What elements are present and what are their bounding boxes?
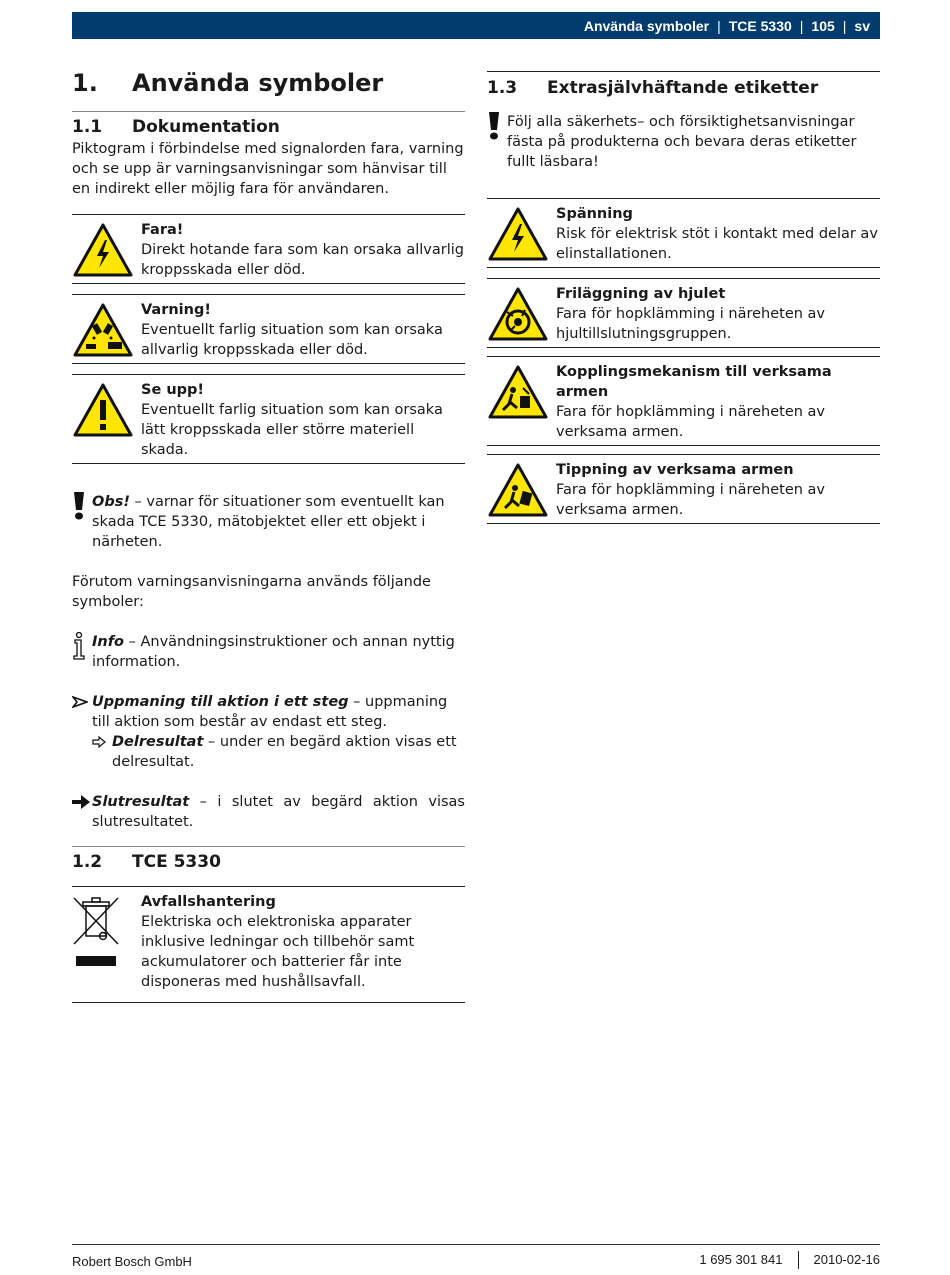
partial-result-note (92, 732, 465, 772)
action-arrow-icon (72, 692, 92, 732)
label-box-coupling (487, 356, 880, 446)
electric-hazard-icon (72, 220, 141, 280)
label-text: Fara för hopklämming i näreheten av verksama armen. (556, 482, 826, 518)
warning-title: Fara! (141, 222, 184, 238)
arm-crush-hazard-icon (487, 362, 556, 442)
chapter-heading (72, 65, 465, 101)
chapter-title: Använda symboler (132, 69, 384, 97)
label-title: Kopplingsmekanism till verksama armen (556, 364, 832, 400)
step-note (72, 692, 465, 732)
info-label: Info (92, 634, 124, 650)
section-title: TCE 5330 (132, 852, 221, 872)
section-heading-1-1 (72, 111, 465, 139)
label-box-tipping (487, 454, 880, 524)
obs-label: Obs! (92, 494, 130, 510)
left-column (72, 65, 465, 1003)
label-instruction (487, 112, 880, 172)
label-box-voltage (487, 198, 880, 268)
disposal-text: Elektriska och elektroniska apparater inklusive ledningar och tillbehör samt ackumulatorer och batterier får inte disponeras med hushållsavfall. (141, 914, 415, 990)
label-text: Fara för hopklämming i näreheten av hjultillslutningsgruppen. (556, 306, 826, 342)
section-number: 1.3 (487, 78, 518, 98)
final-label: Slutresultat (92, 794, 190, 810)
label-instruction-text: Följ alla säkerhets– och försiktighetsanvisningar fästa på produkterna och bevara deras etiketter fullt läsbara! (507, 114, 857, 170)
section-heading-1-3 (487, 71, 880, 100)
warning-text: Eventuellt farlig situation som kan orsaka allvarlig kroppsskada eller död. (141, 322, 443, 358)
header-separator: | (842, 17, 847, 34)
warning-box-danger (72, 214, 465, 284)
header-section: Använda symboler (583, 17, 710, 34)
obs-text: – varnar för situationer som eventuellt kan skada TCE 5330, mätobjektet eller ett objekt i närheten. (92, 494, 445, 550)
warning-title: Varning! (141, 302, 211, 318)
final-text: – i slutet av begärd aktion visas slutresultatet. (92, 794, 465, 830)
crossed-bin-icon (72, 892, 141, 992)
label-title: Tippning av verksama armen (556, 462, 794, 478)
header-separator: | (799, 17, 804, 34)
solid-arrow-icon (72, 792, 92, 832)
header-product: TCE 5330 (728, 17, 792, 34)
section-title: Dokumentation (132, 117, 280, 137)
section-number: 1.1 (72, 117, 103, 137)
warning-box-warning (72, 294, 465, 364)
footer-meta (699, 1250, 880, 1270)
running-header (72, 12, 880, 39)
header-page: 105 (811, 17, 835, 34)
right-column (487, 65, 880, 524)
warning-title: Se upp! (141, 382, 205, 398)
section-heading-1-2 (72, 846, 465, 874)
chapter-number: 1. (72, 69, 98, 97)
exclamation-icon (487, 112, 507, 172)
footer-company: Robert Bosch GmbH (72, 1254, 192, 1269)
electric-hazard-icon (487, 204, 556, 264)
footer-separator (798, 1251, 799, 1269)
final-result-note (72, 792, 465, 832)
info-text: – Användningsinstruktioner och annan nyttig information. (92, 634, 455, 670)
info-icon (72, 632, 92, 672)
info-note (72, 632, 465, 672)
section-number: 1.2 (72, 852, 103, 872)
label-title: Friläggning av hjulet (556, 286, 726, 302)
exclamation-hazard-icon (72, 380, 141, 460)
warning-text: Eventuellt farlig situation som kan orsaka lätt kroppsskada eller större materiell skada. (141, 402, 443, 458)
step-text: – uppmaning till aktion som består av endast ett steg. (92, 694, 448, 730)
arm-tipping-hazard-icon (487, 460, 556, 520)
exclamation-icon (72, 492, 92, 552)
label-box-wheel (487, 278, 880, 348)
label-text: Fara för hopklämming i näreheten av verksama armen. (556, 404, 826, 440)
hollow-arrow-icon (92, 732, 112, 772)
footer-date: 2010-02-16 (813, 1252, 880, 1267)
warning-text: Direkt hotande fara som kan orsaka allvarlig kroppsskada eller död. (141, 242, 464, 278)
step-label: Uppmaning till aktion i ett steg (92, 694, 349, 710)
footer-rule (72, 1244, 880, 1245)
corrosive-hazard-icon (72, 300, 141, 360)
obs-note (72, 492, 465, 552)
label-text: Risk för elektrisk stöt i kontakt med delar av elinstallationen. (556, 226, 878, 262)
disposal-box (72, 886, 465, 1003)
label-title: Spänning (556, 206, 633, 222)
header-separator: | (717, 17, 721, 34)
disposal-title: Avfallshantering (141, 894, 276, 910)
other-symbols-intro: Förutom varningsanvisningarna används följande symboler: (72, 574, 431, 610)
footer-docnum: 1 695 301 841 (699, 1252, 783, 1267)
header-lang: sv (854, 17, 870, 34)
wheel-crush-hazard-icon (487, 284, 556, 344)
section-intro: Piktogram i förbindelse med signalorden fara, varning och se upp är varningsanvisningar som hänvisar till en indirekt eller möjlig fara för användaren. (72, 141, 464, 197)
partial-text: – under en begärd aktion visas ett delresultat. (112, 734, 457, 770)
section-title: Extrasjälvhäftande etiketter (547, 78, 819, 98)
partial-label: Delresultat (112, 734, 204, 750)
warning-box-caution (72, 374, 465, 464)
